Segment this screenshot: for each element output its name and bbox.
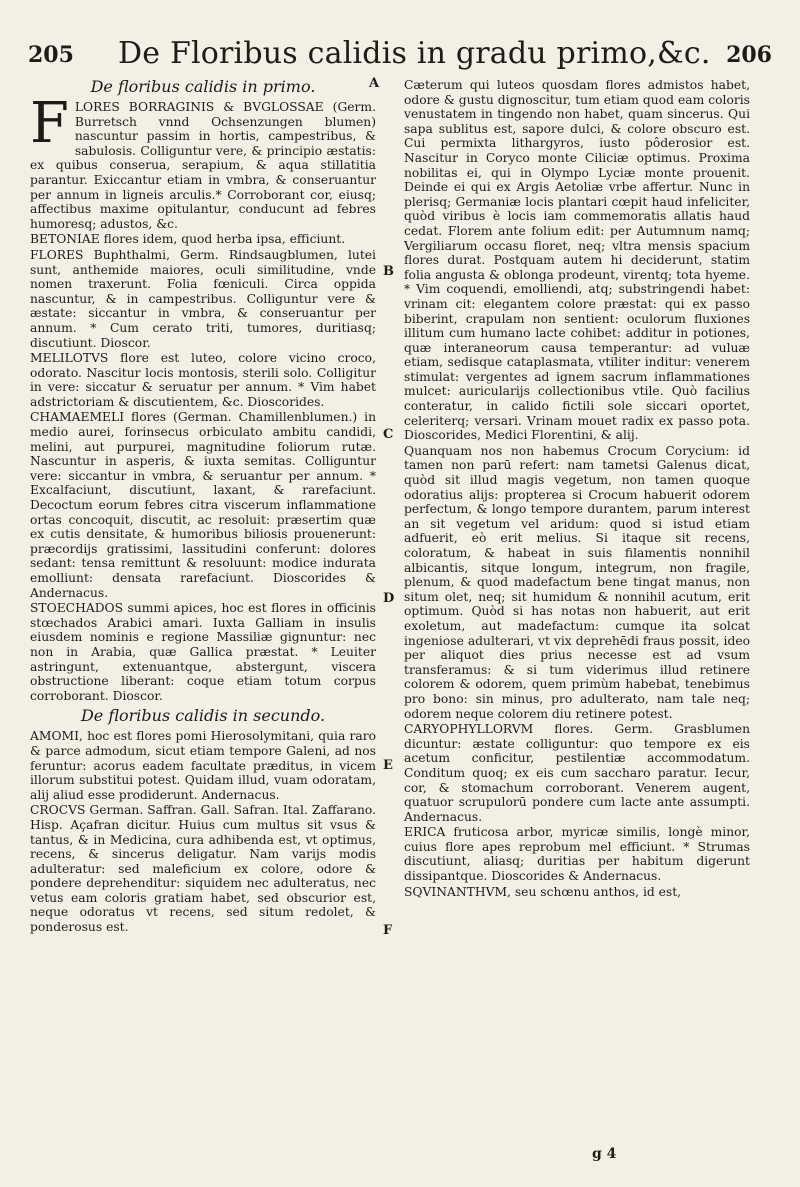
paragraph-text: LORES BORRAGINIS & BVGLOSSAE (Germ. Burretsch vnnd Ochsenzungen blumen) nascuntur passim in hortis, campestribus, & sabulosis. Colliguntur vere, & principio æstatis: ex quibus conserua, serapium, & aqua stillatitia parantur. Exiccantur etiam in vmbra, & conseruantur per annum in ligneis arculis.* Corroborant cor, eiusq; affectibus maxime opitulantur, conducunt ad febres humoresq; adustos, &c. — [30, 100, 376, 231]
page-number-right: 206 — [726, 42, 772, 68]
paragraph-melilotus: MELILOTVS flore est luteo, colore vicino croco, odorato. Nascitur locis montosis, sterili solo. Colligitur in vere: siccatur & seruatur per annum. * Vim habet adstrictoriam & discutientem, &c. Dioscorides. — [30, 351, 376, 409]
running-title: De Floribus calidis in gradu primo,&c. — [118, 36, 711, 71]
right-column — [404, 78, 750, 900]
paragraph-buphthalmum: FLORES Buphthalmi, Germ. Rindsaugblumen, lutei sunt, anthemide maiores, oculi similitudine, vnde nomen traxerunt. Folia fœniculi. Circa oppida nascuntur, & in campestribus. Colliguntur vere & æstate: siccantur in vmbra, & conseruantur per annum. * Cum cerato triti, tumores, duritiasq; discutiunt. Dioscor. — [30, 247, 376, 350]
margin-letter-c: C — [383, 427, 394, 442]
paragraph-stoechas: STOECHADOS summi apices, hoc est flores in officinis stœchados Arabici amari. Iuxta Galliam in insulis eiusdem nominis e regione Massiliæ gignuntur: nec non in Arabia, quæ Gallica præstat. * Leuiter astringunt, extenuantque, abstergunt, viscera obstructione liberant: coque etiam totum corpus corroborant. Dioscor. — [30, 601, 376, 703]
paragraph-chamaemelum: CHAMAEMELI flores (German. Chamillenblumen.) in medio aurei, forinsecus orbiculato ambitu candidi, melini, aut purpurei, magnitudine foliorum rutæ. Nascuntur in asperis, & iuxta semitas. Colliguntur vere: siccantur in vmbra, & seruantur per annum. * Excalfaciunt, discutiunt, laxant, & rarefaciunt. Decoctum eorum febres citra viscerum inflammatione ortas concoquit, discutit, ac resoluit: præsertim quæ ex cutis densitate, & humoribus biliosis prouenerunt: præcordijs gratissimi, lassitudini conferunt: dolores sedant: tensa remittunt & resoluunt: modice indurata emolliunt: densata rarefaciunt. Dioscorides & Andernacus. — [30, 410, 376, 600]
paragraph-erica: ERICA fruticosa arbor, myricæ similis, longè minor, cuius flore apes reprobum mel efficiunt. * Strumas discutiunt, aliasq; duritias per habitum digerunt dissipantque. Dioscorides & Andernacus. — [404, 825, 750, 884]
drop-cap: F — [30, 91, 69, 156]
paragraph-betonia: BETONIAE flores idem, quod herba ipsa, efficiunt. — [30, 232, 346, 247]
paragraph-amomum: AMOMI, hoc est flores pomi Hierosolymitani, quia raro & parce admodum, sicut etiam tempore Galeni, ad nos feruntur: acorus eadem facultate præditus, in vicem illorum substitui potest. Quidam illud, vuam odoratam, alij aliud esse prodiderunt. Andernacus. — [30, 729, 376, 802]
paragraph-squinanthum: SQVINANTHVM, seu schœnu anthos, id est, — [404, 884, 682, 899]
paragraph-caryophyllum: CARYOPHYLLORVM flores. Germ. Grasblumen dicuntur: æstate colliguntur: quo tempore ex eis acetum conficitur, pestilentiæ accommodatum. Conditum quoq; ex eis cum saccharo paratur. Iecur, cor, & stomachum corroborant. Venerem augent, quatuor scrupulorū pondere cum lacte ante assumpti. Andernacus. — [404, 722, 750, 824]
left-column — [30, 78, 376, 936]
section-title-primo: De floribus calidis in primo. — [90, 77, 316, 96]
margin-letter-f: F — [383, 923, 393, 938]
page-header — [28, 36, 772, 76]
page-number-left: 205 — [28, 42, 74, 68]
paragraph-borago — [30, 91, 376, 231]
signature-mark: g 4 — [592, 1146, 617, 1162]
margin-letter-e: E — [383, 758, 393, 773]
paragraph-crocus: CROCVS German. Saffran. Gall. Safran. Ital. Zaffarano. Hisp. Açafran dicitur. Huius cum multus sit vsus & tantus, & in Medicina, cura adhibenda est, vt optimus, recens, & sincerus deligatur. Nam varijs modis adulteratur: sed maleficium ex colore, odore & pondere deprehenditur: siquidem nec adulteratus, nec vetus eam coloris gratiam habet, sed obscurior est, neque odoratus vt recens, sed situm redolet, & ponderosus est. — [30, 803, 376, 935]
paragraph-crocus-cont: Cæterum qui luteos quosdam flores admistos habet, odore & gustu dignoscitur, tum etiam quod eam coloris venustatem in tingendo non habet, quam sincerus. Qui sapa sublitus est, sapore dulci, & colore obscuro est. Cui permixta lithargyros, iusto pôderosior est. Nascitur in Coryco monte Ciliciæ optimus. Proxima nobilitas ei, qui in Olympo Lyciæ monte prouenit. Deinde ei qui ex Argis Aetoliæ vrbe affertur. Nunc in plerisq; Germaniæ locis plantari cœpit haud infeliciter, quòd viribus è locis iam commemoratis allatis haud cedat. Florem ante folium edit: per Autumnum namq; Vergiliarum occasu floret, neq; vltra mensis spacium flores durat. Postquam autem hi deciderunt, statim folia angusta & oblonga prodeunt, virentq; tota hyeme. * Vim coquendi, emolliendi, atq; substringendi habet: vrinam cit: elegantem colore præstat: qui ex passo biberint, crapulam non sentient: oculorum fluxiones illitum cum humano lacte cohibet: additur in potiones, quæ interaneorum causa temperantur: ad vuluæ etiam, sedisque cataplasmata, vtiliter inditur: venerem stimulat: vergentes ad ignem sacrum inflammationes mulcet: auricularijs collectionibus vtile. Quò facilius conteratur, in calido fictili sole siccari oportet, celeriterq; versari. Vrinam mouet radix ex passo pota. Dioscorides, Medici Florentini, & alij. — [404, 78, 750, 443]
margin-letter-a: A — [369, 76, 380, 91]
margin-letter-d: D — [383, 591, 395, 606]
section-title-secundo: De floribus calidis in secundo. — [80, 706, 326, 726]
paragraph-crocus-corycius: Quanquam nos non habemus Crocum Corycium: id tamen non parū refert: nam tametsi Galenus dicat, quòd sit illud magis vegetum, non tamen quoque odoratius alijs: propterea si Crocum habuerit odorem perfectum, & longo tempore durantem, parum interest an sit vegetum vel aridum: quod si istud etiam adfuerit, eò erit melius. Si itaque sit recens, coloratum, & habeat in suis filamentis nonnihil albicantis, sitque longum, integrum, non fragile, plenum, & quod madefactum bene tingat manus, non situm olet, neq; sit humidum & nonnihil acutum, erit optimum. Quòd si has notas non habuerit, aut erit exoletum, aut madefactum: cumque ita solcat ingeniose adulterari, vt vix deprehēdi fraus possit, ideo per aliquot dies prius necesse est ad vsum transferamus: & si tum viderimus illud retinere colorem & odorem, quem primùm habebat, tenebimus pro bono: sin minus, pro adulterato, nam tale neq; odorem neque colorem diu retinere potest. — [404, 443, 750, 721]
margin-letter-b: B — [383, 264, 394, 279]
